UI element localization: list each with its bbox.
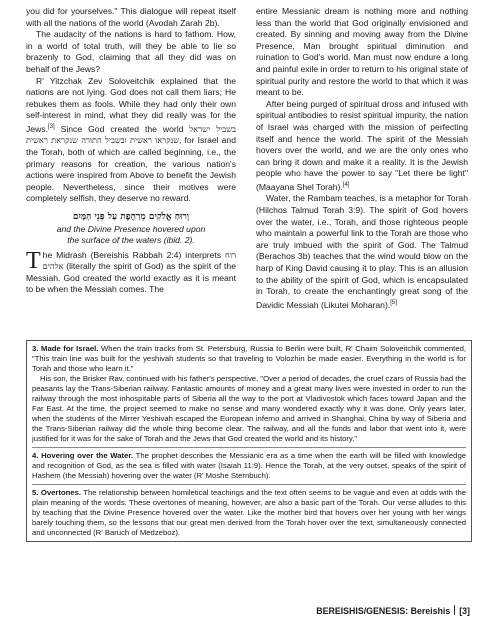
right-paragraph-1: entire Messianic dream is nothing more and nothing less than the world that God originally envisioned and created. By sinning and moving away from the Divine Presence, Man brought spiritual diminution and ruination to God's world. Man must now endure a long and painful exile in order to return to his original state of spiritual purity and restore the world to that which it was meant to be. <box>256 6 468 98</box>
footnote-ref-3[interactable]: [3] <box>47 123 55 130</box>
page-footer <box>270 605 470 616</box>
footnote-text-2: His son, the Brisker Rav, continued with his father's perspective. "Over a period of decades, the cruel czars of Russia had the peasants lay the Trans-Siberian railway. Fantastic amounts of money and a great many lives were invested in order to run the railway through the most inhospitable parts of Siberia all the way to the port at Vladivostok which faces toward Japan and the Far East. At the time, the project seemed to make no sense and many wondered exactly why it was done. Only years later, when the students of the Mirrer Yeshivah escaped the European inferno and arrived in Shanghai, China by way of Siberia and the Trans-Siberian railway did the whole thing become clear. The railway, and all the funds and labor that went into it, were justified for it was for the sake of Torah and the Jews that God created the world and its history." <box>32 374 466 443</box>
verse-block <box>26 212 236 246</box>
hebrew-quote: בשביל ישראל שנקראו ראשית ובשביל התורה שנקראת ראשית <box>26 123 236 146</box>
footnote-ref-4[interactable]: [4] <box>342 181 350 188</box>
left-column <box>26 6 236 296</box>
footnote-ref-5[interactable]: [5] <box>390 299 397 306</box>
left-p3-text-c: , for Israel and the Torah, both of which are called beginning, i.e., the primary reasons for creation, the various nation's actions were inspired from Above to benefit the Jewish people. Nevertheless, since their motives were completely selfish, they deserve no reward. <box>26 135 236 204</box>
footnote-3 <box>32 344 466 448</box>
footnote-number: 4. <box>32 451 39 460</box>
footnote-4 <box>32 451 466 485</box>
page-number: [3] <box>459 606 470 616</box>
footnote-number: 5. <box>32 488 39 497</box>
left-paragraph-4 <box>26 247 236 296</box>
footnotes-box <box>26 340 472 542</box>
left-p4-text-a: The Midrash (Bereishis Rabbah 2:4) interprets <box>26 247 222 274</box>
left-p3-text-b: Since God created the world <box>60 123 184 134</box>
footnote-title: Hovering over the Water. <box>41 451 134 460</box>
verse-translation-line-2: the surface of the waters (ibid. 2). <box>67 234 195 245</box>
footnote-number: 3. <box>32 344 39 353</box>
footnote-text: The prophet describes the Messianic era as a time when the earth will be filled with knowledge and recognition of God, as the sea is filled with water (Isaiah 11:9). Hence the Torah, at the very outset, speaks of the spirit of Hashem (the Messiah) hovering over the water (R' Moshe Sternbuch). <box>32 451 466 480</box>
footnote-title: Overtones. <box>40 488 82 497</box>
hebrew-ruach-elohim: רוח אלהים <box>42 249 236 272</box>
left-paragraph-1: you did for yourselves." This dialogue will repeat itself with all the nations of the world (Avodah Zarah 2b). <box>26 6 236 28</box>
verse-translation-line-1: and the Divine Presence hovered upon <box>56 223 206 234</box>
left-p3-text-a: R' Yitzchak Zev Soloveitchik explained that the nations are not lying. God does not call them liars; He rebukes them as fools. While they had only their own self-interest in mind, what they did really was for the Jews. <box>26 75 236 134</box>
right-p3-text: Water, the Rambam teaches, is a metaphor for Torah (Hilchos Talmud Torah 3:9). The spirit of God hovers over the water, i.e., Torah, and those righteous people who maintain a powerful link to the Torah are those who are truly imbued with the spirit of God. The Talmud (Berachos 3b) teaches that the wind would blow on the harp of King David causing it to play. This is an allusion to the ability of the spirit of God, which is encapsulated in Torah, to create the enchantingly great song of the Davidic Messiah (Likutei Moharan). <box>256 193 468 310</box>
footer-divider <box>454 605 455 615</box>
left-p4-text-b: (literally the spirit of God) as the spirit of the Messiah. God created the world exactly as it is meant to be when the Messiah comes. The <box>26 261 236 295</box>
right-p2-text: After being purged of spiritual dross and infused with spiritual antibodies to resist spiritual impurity, the nation of Israel was charged with the mission of perfecting itself and hence the world. The spirit of the Messiah hovers over the world, and we are the only ones who can bring it down and make it a reality. It is the Jewish people who have the power to say "Let there be light" (Maayana Shel Torah). <box>256 98 468 192</box>
footnote-title: Made for Israel. <box>41 344 99 353</box>
right-column <box>256 6 468 311</box>
running-head: BEREISHIS/GENESIS: Bereishis <box>316 606 451 616</box>
left-paragraph-2: The audacity of the nations is hard to fathom. How, in a world of total truth, will they be able to lie so brazenly to God, claiming that all they did was on behalf of the Jews? <box>26 29 236 74</box>
right-paragraph-3 <box>256 193 468 311</box>
verse-hebrew: וְרוּחַ אֱלֹקִים מְרַחֶפֶת עַל פְּנֵי הַמָּיִם <box>72 211 190 222</box>
right-paragraph-2 <box>256 99 468 194</box>
footnote-text: The relationship between homiletical teachings and the text often seems to be vague and even at odds with the plain meaning of the words. These overtones of meaning, however, are also a basic part of the Torah. Our verse alludes to this by teaching that the Divine Presence hovered over the water. Like the mother bird that hovers over her young with her wings barely touching them, so the lessons that our great men derived from the Torah hover over the text, simultaneously connected and unconnected (R' Baruch of Medzeboz). <box>32 488 467 537</box>
left-paragraph-3 <box>26 76 236 205</box>
footnote-5 <box>32 488 466 538</box>
footnote-text: When the train tracks from St. Petersburg, Russia to Berlin were built, R' Chaim Soloveitchik commented, "This train line was built for the yeshivah students so that traveling to Volozhin be made easier. Everything in the world is for Torah and those who learn it." <box>32 344 467 373</box>
